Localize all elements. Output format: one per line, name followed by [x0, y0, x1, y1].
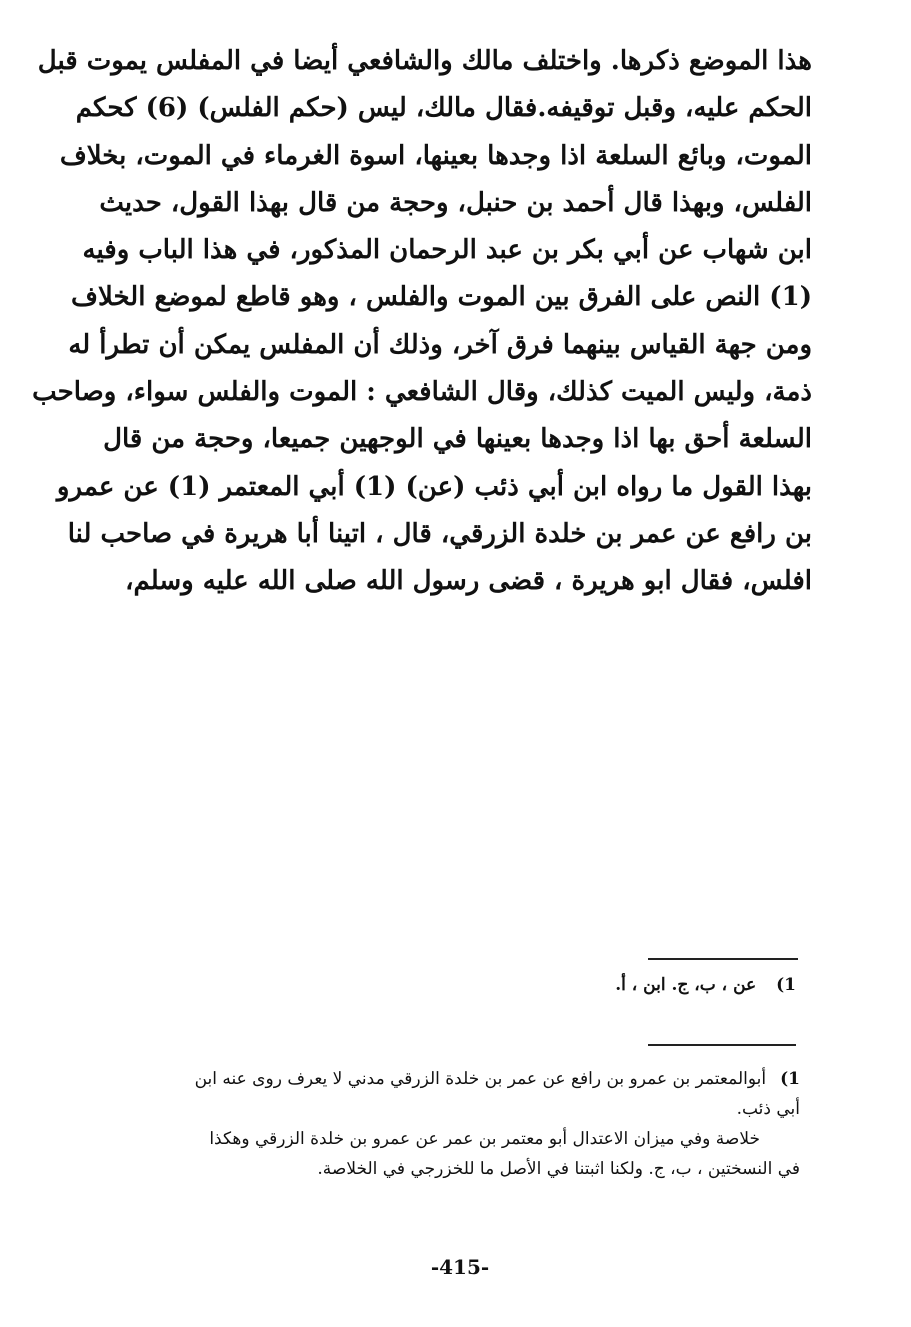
text-line: ابن شهاب عن أبي بكر بن عبد الرحمان المذكور، في هذا الباب وفيه [82, 235, 812, 266]
text-line: هذا الموضع ذكرها. واختلف مالك والشافعي أيضا في المفلس يموت قبل [37, 46, 812, 76]
footnote-marker: 1) [776, 975, 796, 995]
text-line: الحكم عليه، وقبل توقيفه.فقال مالك، ليس (حكم الفلس) (6) كحكم [75, 93, 812, 124]
footnote-line: خلاصة وفي ميزان الاعتدال أبو معتمر بن عمر عن عمرو بن خلدة الزرقي وهكذا [209, 1129, 760, 1149]
footnote-marker: 1) [780, 1069, 800, 1089]
text-line: السلعة أحق بها اذا وجدها بعينها في الوجهين جميعا، وحجة من قال [103, 424, 812, 455]
text-line: (1) النص على الفرق بين الموت والفلس ، وهو قاطع لموضع الخلاف [71, 282, 812, 313]
main-text-block [32, 38, 812, 606]
footnote-text: عن ، ب، ج. ابن ، أ. [615, 975, 757, 995]
text-line: بن رافع عن عمر بن خلدة الزرقي، قال ، اتينا أبا هريرة في صاحب لنا [67, 518, 812, 549]
footnote-line-text: أبوالمعتمر بن عمرو بن رافع عن عمر بن خلدة الزرقي مدني لا يعرف روى عنه ابن [194, 1069, 767, 1089]
footnote-second [130, 1064, 800, 1184]
footnote-divider [648, 1044, 796, 1046]
text-line: ذمة، وليس الميت كذلك، وقال الشافعي : الموت والفلس سواء، وصاحب [32, 377, 812, 408]
text-line: ومن جهة القياس بينهما فرق آخر، وذلك أن المفلس يمكن أن تطرأ له [68, 329, 812, 360]
footnote-divider [648, 958, 798, 960]
footnote-line: أبي ذئب. [736, 1099, 800, 1119]
footnote-line [130, 1064, 800, 1094]
footnote-first [560, 972, 796, 998]
footnote-line: في النسختين ، ب، ج. ولكنا اثبتنا في الأصل ما للخزرجي في الخلاصة. [317, 1159, 800, 1179]
text-line: الموت، وبائع السلعة اذا وجدها بعينها، اسوة الغرماء في الموت، بخلاف [59, 140, 812, 171]
text-line: الفلس، وبهذا قال أحمد بن حنبل، وحجة من قال بهذا القول، حديث [99, 187, 812, 218]
text-line: افلس، فقال ابو هريرة ، قضى رسول الله صلى الله عليه وسلم، [125, 566, 812, 597]
page-number: -415- [430, 1255, 490, 1279]
text-line: بهذا القول ما رواه ابن أبي ذئب (عن) (1) أبي المعتمر (1) عن عمرو [56, 471, 812, 502]
